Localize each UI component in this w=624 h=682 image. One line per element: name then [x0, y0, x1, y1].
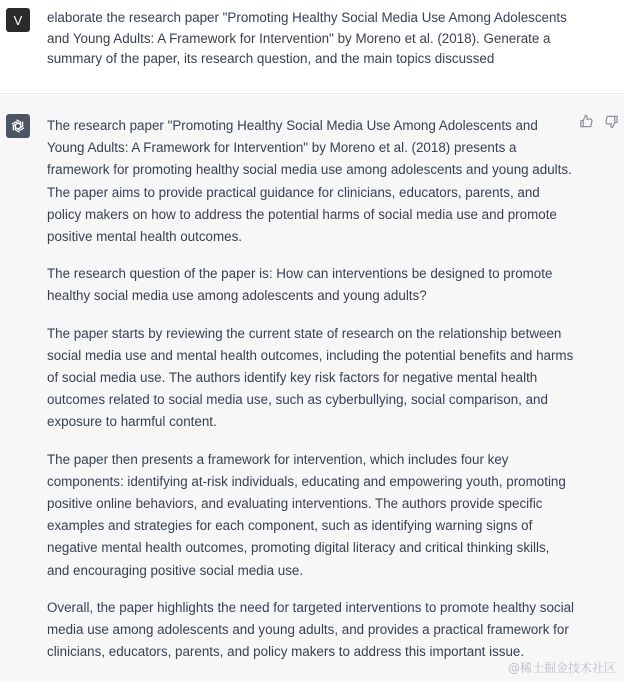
- thumbs-up-icon[interactable]: [578, 113, 594, 129]
- thumbs-down-icon[interactable]: [603, 113, 619, 129]
- assistant-paragraph: The research question of the paper is: How can interventions be designed to promote healthy social media use among adolescents and young adults?: [47, 266, 553, 304]
- openai-logo-icon: [6, 114, 30, 138]
- assistant-message-text: [47, 115, 575, 678]
- assistant-message-row: [0, 95, 624, 682]
- assistant-paragraph: Overall, the paper highlights the need for targeted interventions to promote healthy social media use among adolescents and young adults, and provides a practical framework for clinicians, educators, parents, and policy makers to address this important issue.: [47, 599, 575, 660]
- assistant-paragraph: The paper then presents a framework for intervention, which includes four key components: identifying at-risk individuals, educating and empowering youth, promoting positive online behaviors, and evaluating interventions. The authors provide specific examples and strategies for each component, such as identifying warning signs of negative mental health outcomes, promoting digital literacy and critical thinking skills, and encouraging positive social media use.: [47, 451, 566, 578]
- user-message-row: [0, 0, 624, 94]
- user-message-text: elaborate the research paper "Promoting Healthy Social Media Use Among Adolescents and Young Adults: A Framework for Intervention" by Moreno et al. (2018). Generate a summary of the paper, its research question, and the main topics discussed: [47, 10, 567, 66]
- user-avatar: V: [6, 8, 30, 32]
- feedback-buttons: [578, 113, 619, 129]
- watermark: @稀土掘金技术社区: [507, 661, 616, 675]
- assistant-paragraph: The research paper "Promoting Healthy Social Media Use Among Adolescents and Young Adults: A Framework for Intervention" by Moreno et al. (2018) presents a framework for promoting healthy social media use among adolescents and young adults. The paper aims to provide practical guidance for clinicians, educators, parents, and policy makers on how to address the potential harms of social media use and promote positive mental health outcomes.: [47, 118, 572, 245]
- assistant-paragraph: The paper starts by reviewing the current state of research on the relationship between social media use and mental health outcomes, including the potential benefits and harms of social media use. The authors identify key risk factors for negative mental health outcomes related to social media use, such as cyberbullying, social comparison, and exposure to harmful content.: [47, 325, 574, 430]
